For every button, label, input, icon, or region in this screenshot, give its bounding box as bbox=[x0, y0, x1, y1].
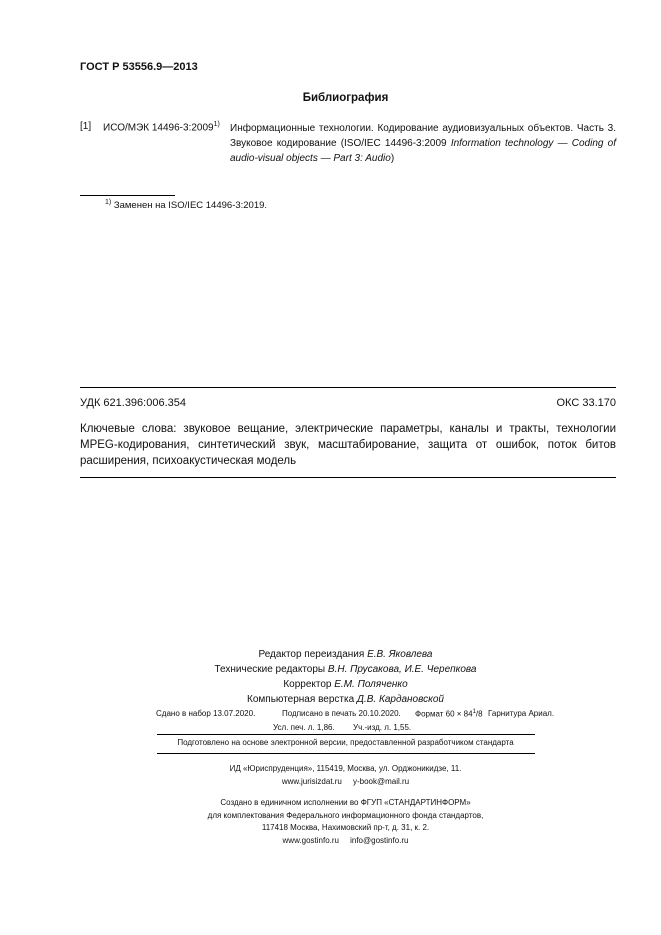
reference-text-plain: Информационные технологии. Кодирование аудиовизуальных объектов. Часть 3. Звуковое кодирование (ISO/IEC 14496-3:2009 bbox=[230, 123, 616, 149]
credit-proof-name: Е.М. Поляченко bbox=[334, 679, 408, 690]
publisher-block bbox=[0, 763, 661, 788]
creator-line-2: для комплектования Федерального информационного фонда стандартов, bbox=[207, 810, 484, 820]
keywords: Ключевые слова: звуковое вещание, электрические параметры, каналы и тракты, технологии MPEG-кодирования, синтетический звук, масштабирование, защита от ошибок, поток битов расширения, психоакустическая модель bbox=[80, 423, 616, 467]
print-format-prefix: Формат 60 × 84 bbox=[415, 709, 473, 719]
reference-number: [1] bbox=[80, 121, 92, 132]
reference-code-text: ИСО/МЭК 14496-3:2009 bbox=[103, 122, 214, 134]
creator-line-4: www.gostinfo.ru info@gostinfo.ru bbox=[282, 835, 409, 845]
credits-block bbox=[0, 647, 661, 707]
credit-layout bbox=[30, 692, 661, 707]
reference-text-italic: Information technology — Coding of audio-visual objects — Part 3: Audio bbox=[230, 138, 616, 164]
credit-proof bbox=[30, 677, 661, 692]
bibliography-title: Библиография bbox=[302, 92, 389, 104]
top-rule bbox=[80, 387, 616, 388]
credit-editor-name: Е.В. Яковлева bbox=[367, 649, 433, 660]
reference-code bbox=[103, 121, 220, 133]
footnote-text: Заменен на ISO/IEC 14496-3:2019. bbox=[111, 200, 268, 212]
print-format bbox=[415, 709, 483, 719]
print-format-num: 1 bbox=[472, 709, 476, 715]
footnote bbox=[105, 199, 267, 211]
reference-text-end: ) bbox=[390, 153, 395, 164]
credit-editor-label: Редактор переиздания bbox=[258, 649, 368, 660]
bottom-rule bbox=[80, 477, 616, 478]
printed-sheets: Усл. печ. л. 1,86. bbox=[273, 723, 335, 732]
prepared-rule-bottom bbox=[157, 753, 535, 754]
creator-block bbox=[0, 797, 661, 847]
credit-layout-label: Компьютерная верстка bbox=[247, 694, 357, 705]
publisher-contacts: www.jurisizdat.ru y-book@mail.ru bbox=[281, 776, 410, 786]
typeface: Гарнитура Ариал. bbox=[488, 709, 555, 718]
credit-proof-label: Корректор bbox=[283, 679, 335, 690]
prepared-rule-top bbox=[157, 734, 535, 735]
prepared-note: Подготовлено на основе электронной версии, предоставленной разработчиком стандарта bbox=[177, 738, 514, 747]
document-code: ГОСТ Р 53556.9—2013 bbox=[80, 61, 198, 73]
typeset-date: Сдано в набор 13.07.2020. bbox=[156, 709, 256, 718]
reference-description bbox=[230, 121, 616, 166]
credit-tech-name: В.Н. Прусакова, И.Е. Черепкова bbox=[327, 664, 477, 675]
oks-code: ОКС 33.170 bbox=[556, 397, 616, 409]
edition-sheets: Уч.-изд. л. 1,55. bbox=[353, 723, 412, 732]
credit-layout-name: Д.В. Кардановской bbox=[356, 694, 444, 705]
print-format-den: /8 bbox=[475, 709, 483, 719]
credit-editor bbox=[30, 647, 661, 662]
creator-line-1: Создано в единичном исполнении во ФГУП «СТАНДАРТИНФОРМ» bbox=[220, 798, 471, 807]
credit-tech bbox=[30, 662, 661, 677]
footnote-separator bbox=[80, 195, 175, 196]
publisher-address: ИД «Юриспруденция», 115419, Москва, ул. Орджоникидзе, 11. bbox=[229, 764, 462, 773]
creator-line-3: 117418 Москва, Нахимовский пр-т, д. 31, к. 2. bbox=[261, 823, 430, 832]
credit-tech-label: Технические редакторы bbox=[214, 664, 328, 675]
signed-date: Подписано в печать 20.10.2020. bbox=[282, 709, 401, 718]
udk-code: УДК 621.396:006.354 bbox=[80, 397, 186, 409]
reference-code-note: 1) bbox=[213, 121, 220, 128]
footnote-mark: 1) bbox=[105, 199, 112, 206]
